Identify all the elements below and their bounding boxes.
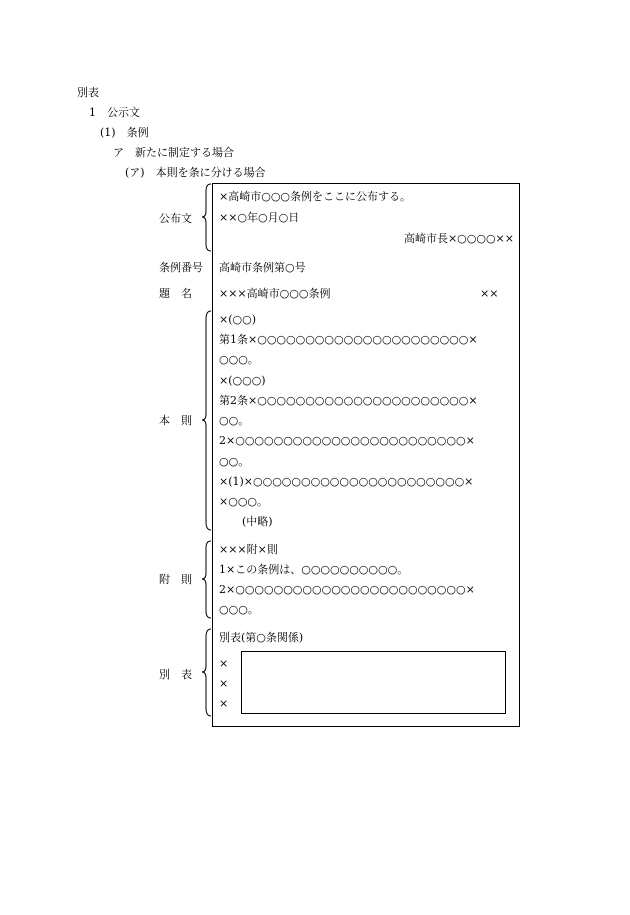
honsoku-line: ○○○。 xyxy=(219,353,259,366)
honsoku-line: ○○。 xyxy=(219,455,250,468)
honsoku-line: 第2条×○○○○○○○○○○○○○○○○○○○○○○× xyxy=(219,394,478,407)
label-jourei-bangou: 条例番号 xyxy=(159,261,203,274)
daimei-text: ×××高崎市○○○条例 xyxy=(219,287,331,300)
koufubun-line-3: 高崎市長×○○○○×× xyxy=(403,232,514,245)
koufubun-line-2: ××○年○月○日 xyxy=(219,211,300,224)
honsoku-line: 2×○○○○○○○○○○○○○○○○○○○○○○○○× xyxy=(219,434,475,447)
fusoku-line: ×××附×則 xyxy=(219,543,278,556)
label-koufubun: 公布文 xyxy=(159,212,192,225)
beppyou-mark: × xyxy=(219,657,229,670)
honsoku-line: 第1条×○○○○○○○○○○○○○○○○○○○○○○× xyxy=(219,333,478,346)
beppyou-title: 別表(第○条関係) xyxy=(219,631,304,644)
daimei-right-marks: ×× xyxy=(480,287,499,300)
label-beppyou: 別 表 xyxy=(159,668,192,681)
fusoku-line: ○○○。 xyxy=(219,603,259,616)
jourei-bangou-text: 高崎市条例第○号 xyxy=(219,261,306,274)
beppyou-table-box xyxy=(241,651,506,714)
heading-level-3: ア 新たに制定する場合 xyxy=(113,146,234,159)
honsoku-line: ×(1)×○○○○○○○○○○○○○○○○○○○○○○× xyxy=(219,475,474,488)
label-honsoku: 本 則 xyxy=(159,414,192,427)
label-fusoku: 附 則 xyxy=(159,573,192,586)
beppyou-mark: × xyxy=(219,677,229,690)
honsoku-omitted-note: (中略) xyxy=(242,515,273,528)
honsoku-line: ×○○○。 xyxy=(219,495,269,508)
honsoku-line: ×(○○○) xyxy=(219,374,266,387)
beppyou-mark: × xyxy=(219,697,229,710)
heading-level-4: (ア) 本則を条に分ける場合 xyxy=(125,166,266,179)
document-title: 別表 xyxy=(77,86,99,99)
honsoku-line: ×(○○) xyxy=(219,313,256,326)
fusoku-line: 2×○○○○○○○○○○○○○○○○○○○○○○○○× xyxy=(219,583,475,596)
heading-level-1: 1 公示文 xyxy=(89,106,140,119)
honsoku-line: ○○。 xyxy=(219,414,250,427)
fusoku-line: 1×この条例は、○○○○○○○○○○。 xyxy=(219,563,409,576)
heading-level-2: (1) 条例 xyxy=(100,126,149,139)
label-daimei: 題 名 xyxy=(159,287,192,300)
koufubun-line-1: ×高崎市○○○条例をここに公布する。 xyxy=(219,190,412,203)
